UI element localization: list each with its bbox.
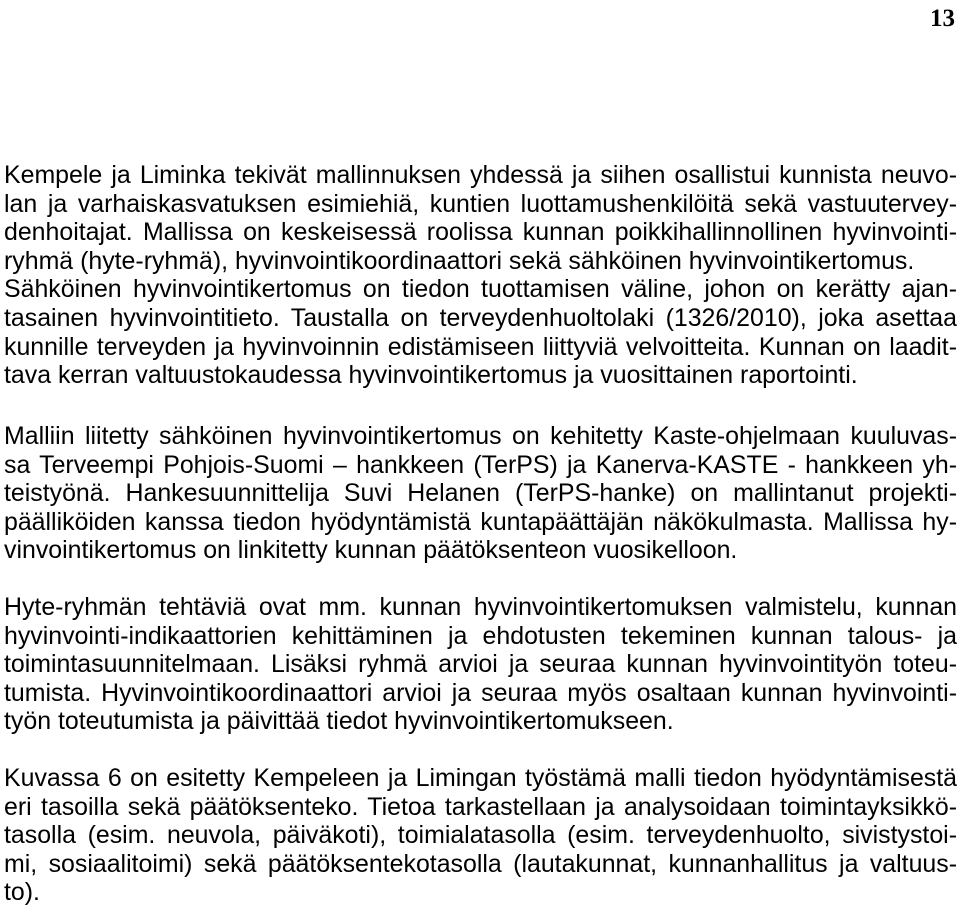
paragraph-2 — [4, 422, 957, 565]
text-line: Hyte-ryhmän tehtäviä ovat mm. kunnan hyvinvointikertomuksen valmistelu, kunnan — [4, 593, 957, 621]
text-line: toimintasuunnitelmaan. Lisäksi ryhmä arvioi ja seuraa kunnan hyvinvointityön toteu- — [4, 650, 957, 679]
text-line: tumista. Hyvinvointikoordinaattori arvioi ja seuraa myös osaltaan kunnan hyvinvointi- — [4, 678, 957, 707]
paragraph-1 — [4, 161, 957, 390]
text-line: Kuvassa 6 on esitetty Kempeleen ja Limingan työstämä malli tiedon hyödyntämisestä — [4, 764, 957, 792]
text-line: tasolla (esim. neuvola, päiväkoti), toimialatasolla (esim. terveydenhuolto, sivistystoi- — [4, 821, 957, 850]
text-line: vinvointikertomus on linkitetty kunnan päätöksenteon vuosikelloon. — [4, 536, 738, 565]
text-line: ryhmä (hyte-ryhmä), hyvinvointikoordinaattori sekä sähköinen hyvinvointikertomus. — [4, 246, 915, 275]
text-line: tasainen hyvinvointitieto. Taustalla on terveydenhuoltolaki (1326/2010), joka asettaa — [4, 303, 957, 332]
paragraph-3 — [4, 593, 957, 736]
text-line: sa Terveempi Pohjois-Suomi – hankkeen (TerPS) ja Kanerva-KASTE - hankkeen yh- — [4, 450, 957, 479]
text-line: työn toteutumista ja päivittää tiedot hyvinvointikertomukseen. — [4, 707, 674, 736]
text-line: kunnille terveyden ja hyvinvoinnin edistämiseen liittyviä velvoitteita. Kunnan on laadit- — [4, 332, 957, 361]
text-line: teistyönä. Hankesuunnittelija Suvi Helanen (TerPS-hanke) on mallintanut projekti- — [4, 479, 957, 508]
text-line: lan ja varhaiskasvatuksen esimiehiä, kuntien luottamushenkilöitä sekä vastuutervey- — [4, 189, 957, 218]
text-line: hyvinvointi-indikaattorien kehittäminen ja ehdotusten tekeminen kunnan talous- ja — [4, 621, 957, 650]
paragraph-4 — [4, 764, 957, 907]
text-line: tava kerran valtuustokaudessa hyvinvointikertomus ja vuosittainen raportointi. — [4, 361, 858, 390]
text-line: mi, sosiaalitoimi) sekä päätöksentekotasolla (lautakunnat, kunnanhallitus ja valtuus- — [4, 849, 957, 878]
text-line: to). — [4, 878, 40, 907]
text-line: päälliköiden kanssa tiedon hyödyntämistä kuntapäättäjän näkökulmasta. Mallissa hy- — [4, 507, 957, 536]
text-line: Malliin liitetty sähköinen hyvinvointikertomus on kehitetty Kaste-ohjelmaan kuuluvas- — [4, 422, 957, 450]
text-line: denhoitajat. Mallissa on keskeisessä roolissa kunnan poikkihallinnollinen hyvinvointi- — [4, 218, 957, 247]
text-line: eri tasoilla sekä päätöksenteko. Tietoa tarkastellaan ja analysoidaan toimintayksikkö- — [4, 792, 957, 821]
page-number: 13 — [930, 5, 955, 32]
text-line: Kempele ja Liminka tekivät mallinnuksen yhdessä ja siihen osallistui kunnista neuvo- — [4, 161, 957, 189]
text-line: Sähköinen hyvinvointikertomus on tiedon tuottamisen väline, johon on kerätty ajan- — [4, 275, 957, 304]
